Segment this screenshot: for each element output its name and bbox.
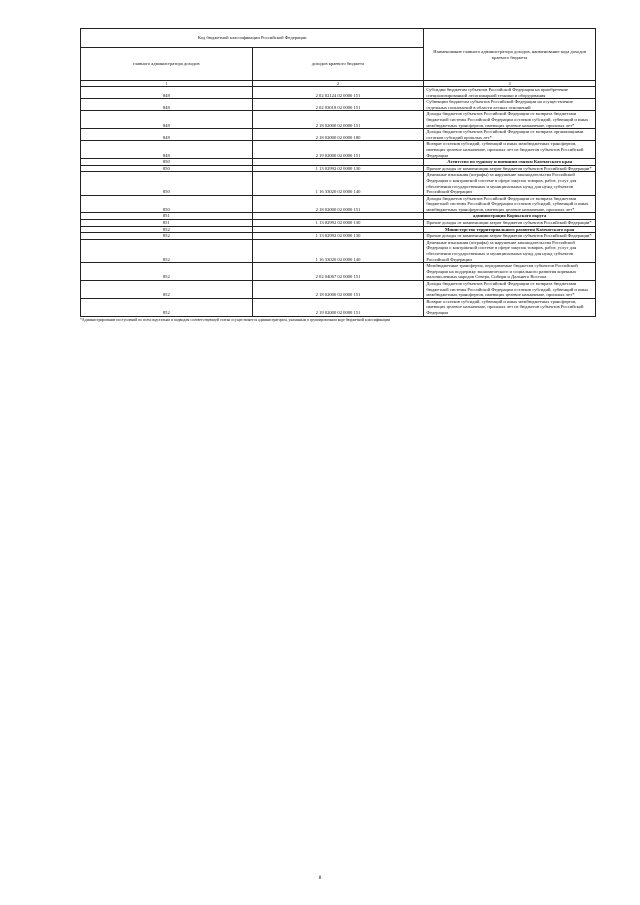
revenue-name-cell: Доходы бюджетов субъектов Российской Федерации от возврата бюджетами бюджетной системы Российской Федерации остатков субсидий, субвенций и иных межбюджетных трансфертов, имеющих целевое назначение, прошлых лет* bbox=[424, 281, 596, 299]
admin-code-cell: 851 bbox=[81, 213, 253, 220]
revenue-code-cell: 1 16 33020 02 0000 140 bbox=[252, 172, 424, 195]
revenue-code-cell: 2 18 02000 02 0000 151 bbox=[252, 111, 424, 129]
admin-code-cell: 848 bbox=[81, 99, 253, 111]
column-number: 2 bbox=[252, 81, 424, 87]
admin-code-cell: 848 bbox=[81, 141, 253, 159]
admin-code-cell: 852 bbox=[81, 281, 253, 299]
table-row bbox=[81, 165, 596, 172]
revenue-code-cell: 1 16 33020 02 0000 140 bbox=[252, 239, 424, 262]
revenue-code-cell: 2 19 02000 02 0000 151 bbox=[252, 141, 424, 159]
table-body bbox=[81, 29, 596, 317]
admin-code-cell: 851 bbox=[81, 220, 253, 227]
revenue-name-cell: Денежные взыскания (штрафы) за нарушение законодательства Российской Федерации о контрактной системе в сфере закупок товаров, работ, услуг для обеспечения государственных и муниципальных нужд для нужд субъектов Российской Федерации bbox=[424, 239, 596, 262]
table-row bbox=[81, 111, 596, 129]
admin-code-cell: 852 bbox=[81, 226, 253, 233]
revenue-code-cell: 2 02 02124 02 0000 151 bbox=[252, 87, 424, 99]
revenue-code-cell: 1 13 02992 02 0000 130 bbox=[252, 220, 424, 227]
table-row bbox=[81, 298, 596, 316]
section-title-cell: администрация Корякского округа bbox=[424, 213, 596, 220]
revenue-code-cell: 2 18 02000 02 0000 151 bbox=[252, 281, 424, 299]
section-row bbox=[81, 226, 596, 233]
admin-code-cell: 852 bbox=[81, 239, 253, 262]
revenue-code-cell: 2 02 04067 02 0000 151 bbox=[252, 263, 424, 281]
footnote: *Администрирование поступлений по всем подстатьям и подвидам соответствующей статьи осуществляется администратором, указанным в группировочном коде бюджетной классификации bbox=[80, 318, 390, 322]
admin-code-cell: 852 bbox=[81, 233, 253, 240]
table-row bbox=[81, 239, 596, 262]
header-col2-title: доходов краевого бюджета bbox=[252, 48, 424, 81]
admin-code-cell: 850 bbox=[81, 195, 253, 213]
table-row bbox=[81, 195, 596, 213]
revenue-code-cell bbox=[252, 159, 424, 166]
revenue-name-cell: Субвенции бюджетам субъектов Российской Федерации на осуществление отдельных полномочий в области лесных отношений bbox=[424, 99, 596, 111]
admin-code-cell: 848 bbox=[81, 129, 253, 141]
header-row-top bbox=[81, 29, 596, 48]
header-group-title: Код бюджетной классификации Российской Федерации bbox=[81, 29, 424, 48]
admin-code-cell: 850 bbox=[81, 172, 253, 195]
admin-code-cell: 850 bbox=[81, 159, 253, 166]
header-col1-title: главного администратора доходов bbox=[81, 48, 253, 81]
table-row bbox=[81, 281, 596, 299]
revenue-name-cell: Прочие доходы от компенсации затрат бюджетов субъектов Российской Федерации* bbox=[424, 165, 596, 172]
revenue-name-cell: Доходы бюджетов субъектов Российской Федерации от возврата бюджетами бюджетной системы Российской Федерации остатков субсидий, субвенций и иных межбюджетных трансфертов, имеющих целевое назначение, прошлых лет* bbox=[424, 111, 596, 129]
table-row bbox=[81, 172, 596, 195]
revenue-code-cell: 2 19 02000 02 0000 151 bbox=[252, 298, 424, 316]
admin-code-cell: 852 bbox=[81, 298, 253, 316]
table-row bbox=[81, 263, 596, 281]
table-row bbox=[81, 87, 596, 99]
admin-code-cell: 850 bbox=[81, 165, 253, 172]
section-title-cell: Агентство по туризму и внешним связям Камчатского края bbox=[424, 159, 596, 166]
revenue-name-cell: Доходы бюджетов субъектов Российской Федерации от возврата бюджетами бюджетной системы Российской Федерации остатков субсидий, субвенций и иных межбюджетных трансфертов, имеющих целевое назначение, прошлых лет* bbox=[424, 195, 596, 213]
section-title-cell: Министерство территориального развития Камчатского края bbox=[424, 226, 596, 233]
table-row bbox=[81, 129, 596, 141]
revenue-name-cell: Прочие доходы от компенсации затрат бюджетов субъектов Российской Федерации* bbox=[424, 233, 596, 240]
column-number: 3 bbox=[424, 81, 596, 87]
header-col3-title: Наименование главного администратора доходов, наименование кода доходов краевого бюджета bbox=[424, 29, 596, 81]
revenue-code-cell bbox=[252, 226, 424, 233]
table-row bbox=[81, 220, 596, 227]
admin-code-cell: 852 bbox=[81, 263, 253, 281]
revenue-code-cell: 1 13 02992 02 0000 130 bbox=[252, 233, 424, 240]
revenue-name-cell: Прочие доходы от компенсации затрат бюджетов субъектов Российской Федерации* bbox=[424, 220, 596, 227]
revenue-name-cell: Возврат остатков субсидий, субвенций и иных межбюджетных трансфертов, имеющих целевое назначение, прошлых лет из бюджетов субъектов Российской Федерации bbox=[424, 141, 596, 159]
revenue-name-cell: Денежные взыскания (штрафы) за нарушение законодательства Российской Федерации о контрактной системе в сфере закупок товаров, работ, услуг для обеспечения государственных и муниципальных нужд для нужд субъектов Российской Федерации bbox=[424, 172, 596, 195]
column-number: 1 bbox=[81, 81, 253, 87]
revenue-name-cell: Доходы бюджетов субъектов Российской Федерации от возврата организациями остатков субсидий прошлых лет* bbox=[424, 129, 596, 141]
page-number: 8 bbox=[318, 876, 322, 881]
admin-code-cell: 848 bbox=[81, 111, 253, 129]
revenue-code-cell: 2 18 02000 02 0000 180 bbox=[252, 129, 424, 141]
revenue-code-cell: 1 13 02992 02 0000 130 bbox=[252, 165, 424, 172]
revenue-name-cell: Возврат остатков субсидий, субвенций и иных межбюджетных трансфертов, имеющих целевое назначение, прошлых лет из бюджетов субъектов Российской Федерации bbox=[424, 298, 596, 316]
section-row bbox=[81, 159, 596, 166]
section-row bbox=[81, 213, 596, 220]
admin-code-cell: 848 bbox=[81, 87, 253, 99]
revenue-code-cell: 2 02 03018 02 0000 151 bbox=[252, 99, 424, 111]
table-row bbox=[81, 233, 596, 240]
table-row bbox=[81, 99, 596, 111]
revenue-classification-table bbox=[80, 28, 596, 317]
revenue-code-cell: 2 18 02000 02 0000 151 bbox=[252, 195, 424, 213]
revenue-code-cell bbox=[252, 213, 424, 220]
revenue-name-cell: Субсидии бюджетам субъектов Российской Федерации на приобретение специализированной лесопожарной техники и оборудования bbox=[424, 87, 596, 99]
table-row bbox=[81, 141, 596, 159]
revenue-name-cell: Межбюджетные трансферты, передаваемые бюджетам субъектов Российской Федерации на поддержку экономического и социального развития коренных малочисленных народов Севера, Сибири и Дальнего Востока bbox=[424, 263, 596, 281]
